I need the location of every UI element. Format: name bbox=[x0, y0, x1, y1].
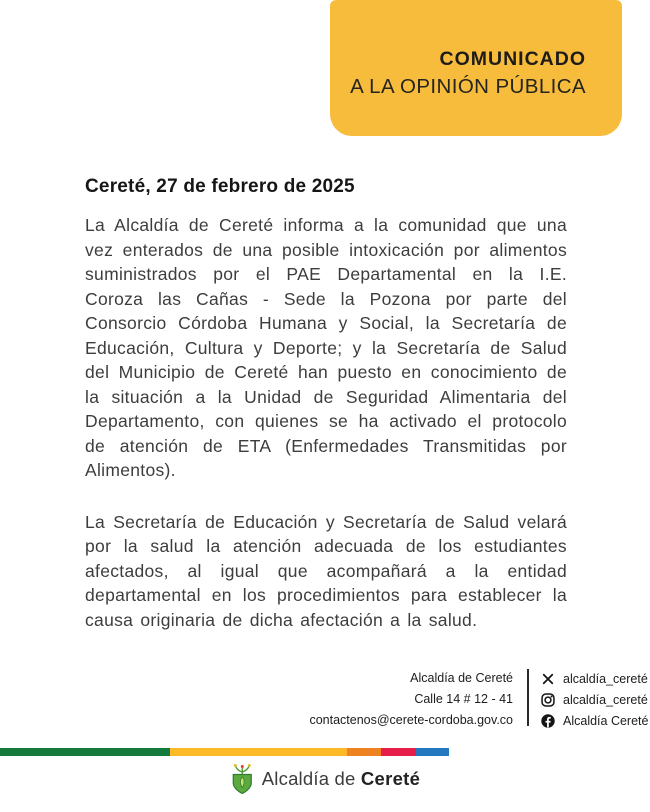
social-block bbox=[541, 668, 648, 731]
paragraph-2: La Secretaría de Educación y Secretaría de Salud velará por la salud la atención adecuada de los estudiantes afectados, al igual que acompañará a la entidad departamental en los procedimientos para establecer la causa originaria de dicha afectación a la salud. bbox=[85, 511, 567, 630]
banner-title: COMUNICADO bbox=[439, 47, 586, 70]
logo-text bbox=[262, 768, 420, 790]
stripe-segment-blue bbox=[416, 748, 449, 756]
contact-address: Calle 14 # 12 - 41 bbox=[414, 692, 513, 706]
social-handle: alcaldía_cereté bbox=[563, 671, 648, 686]
logo-brand: Cereté bbox=[360, 767, 421, 789]
stripe-segment-green bbox=[0, 748, 170, 756]
social-row-instagram bbox=[541, 689, 648, 710]
stripe-segment-red bbox=[381, 748, 416, 756]
crest-icon bbox=[230, 763, 255, 794]
x-icon bbox=[541, 673, 555, 685]
paragraph-1: La Alcaldía de Cereté informa a la comunidad que una vez enterados de una posible intoxicación por alimentos suministrados por el PAE Departamental en la I.E. Coroza las Cañas - Sede la Pozona por parte del Consorcio Córdoba Humana y Social, la Secretaría de Educación, Cultura y Deporte; y la Secretaría de Salud del Municipio de Cereté han puesto en conocimiento de la situación a la Unidad de Seguridad Alimentaria del Departamento, con quienes se ha activado el protocolo de atención de ETA (Enfermedades Transmitidas por Alimentos). bbox=[85, 215, 567, 480]
facebook-icon bbox=[541, 714, 555, 728]
contact-email: contactenos@cerete-cordoba.gov.co bbox=[309, 713, 513, 727]
stripe-segment-orange bbox=[347, 748, 381, 756]
social-handle: Alcaldía Cereté bbox=[563, 713, 649, 728]
contact-name: Alcaldía de Cereté bbox=[410, 671, 513, 685]
logo-prefix: Alcaldía de bbox=[261, 767, 356, 789]
banner bbox=[330, 0, 622, 136]
document-body bbox=[85, 213, 567, 632]
instagram-icon bbox=[541, 693, 555, 707]
social-handle: alcaldía_cereté bbox=[563, 692, 648, 707]
alcaldia-logo bbox=[230, 763, 420, 794]
banner-subtitle: A LA OPINIÓN PÚBLICA bbox=[350, 74, 586, 98]
contact-block bbox=[309, 668, 513, 731]
stripe-segment-yellow bbox=[170, 748, 347, 756]
social-row-x bbox=[541, 668, 648, 689]
footer-divider bbox=[527, 669, 529, 726]
dateline: Cereté, 27 de febrero de 2025 bbox=[85, 176, 355, 197]
social-row-facebook bbox=[541, 710, 648, 731]
brand-stripe bbox=[0, 748, 449, 756]
